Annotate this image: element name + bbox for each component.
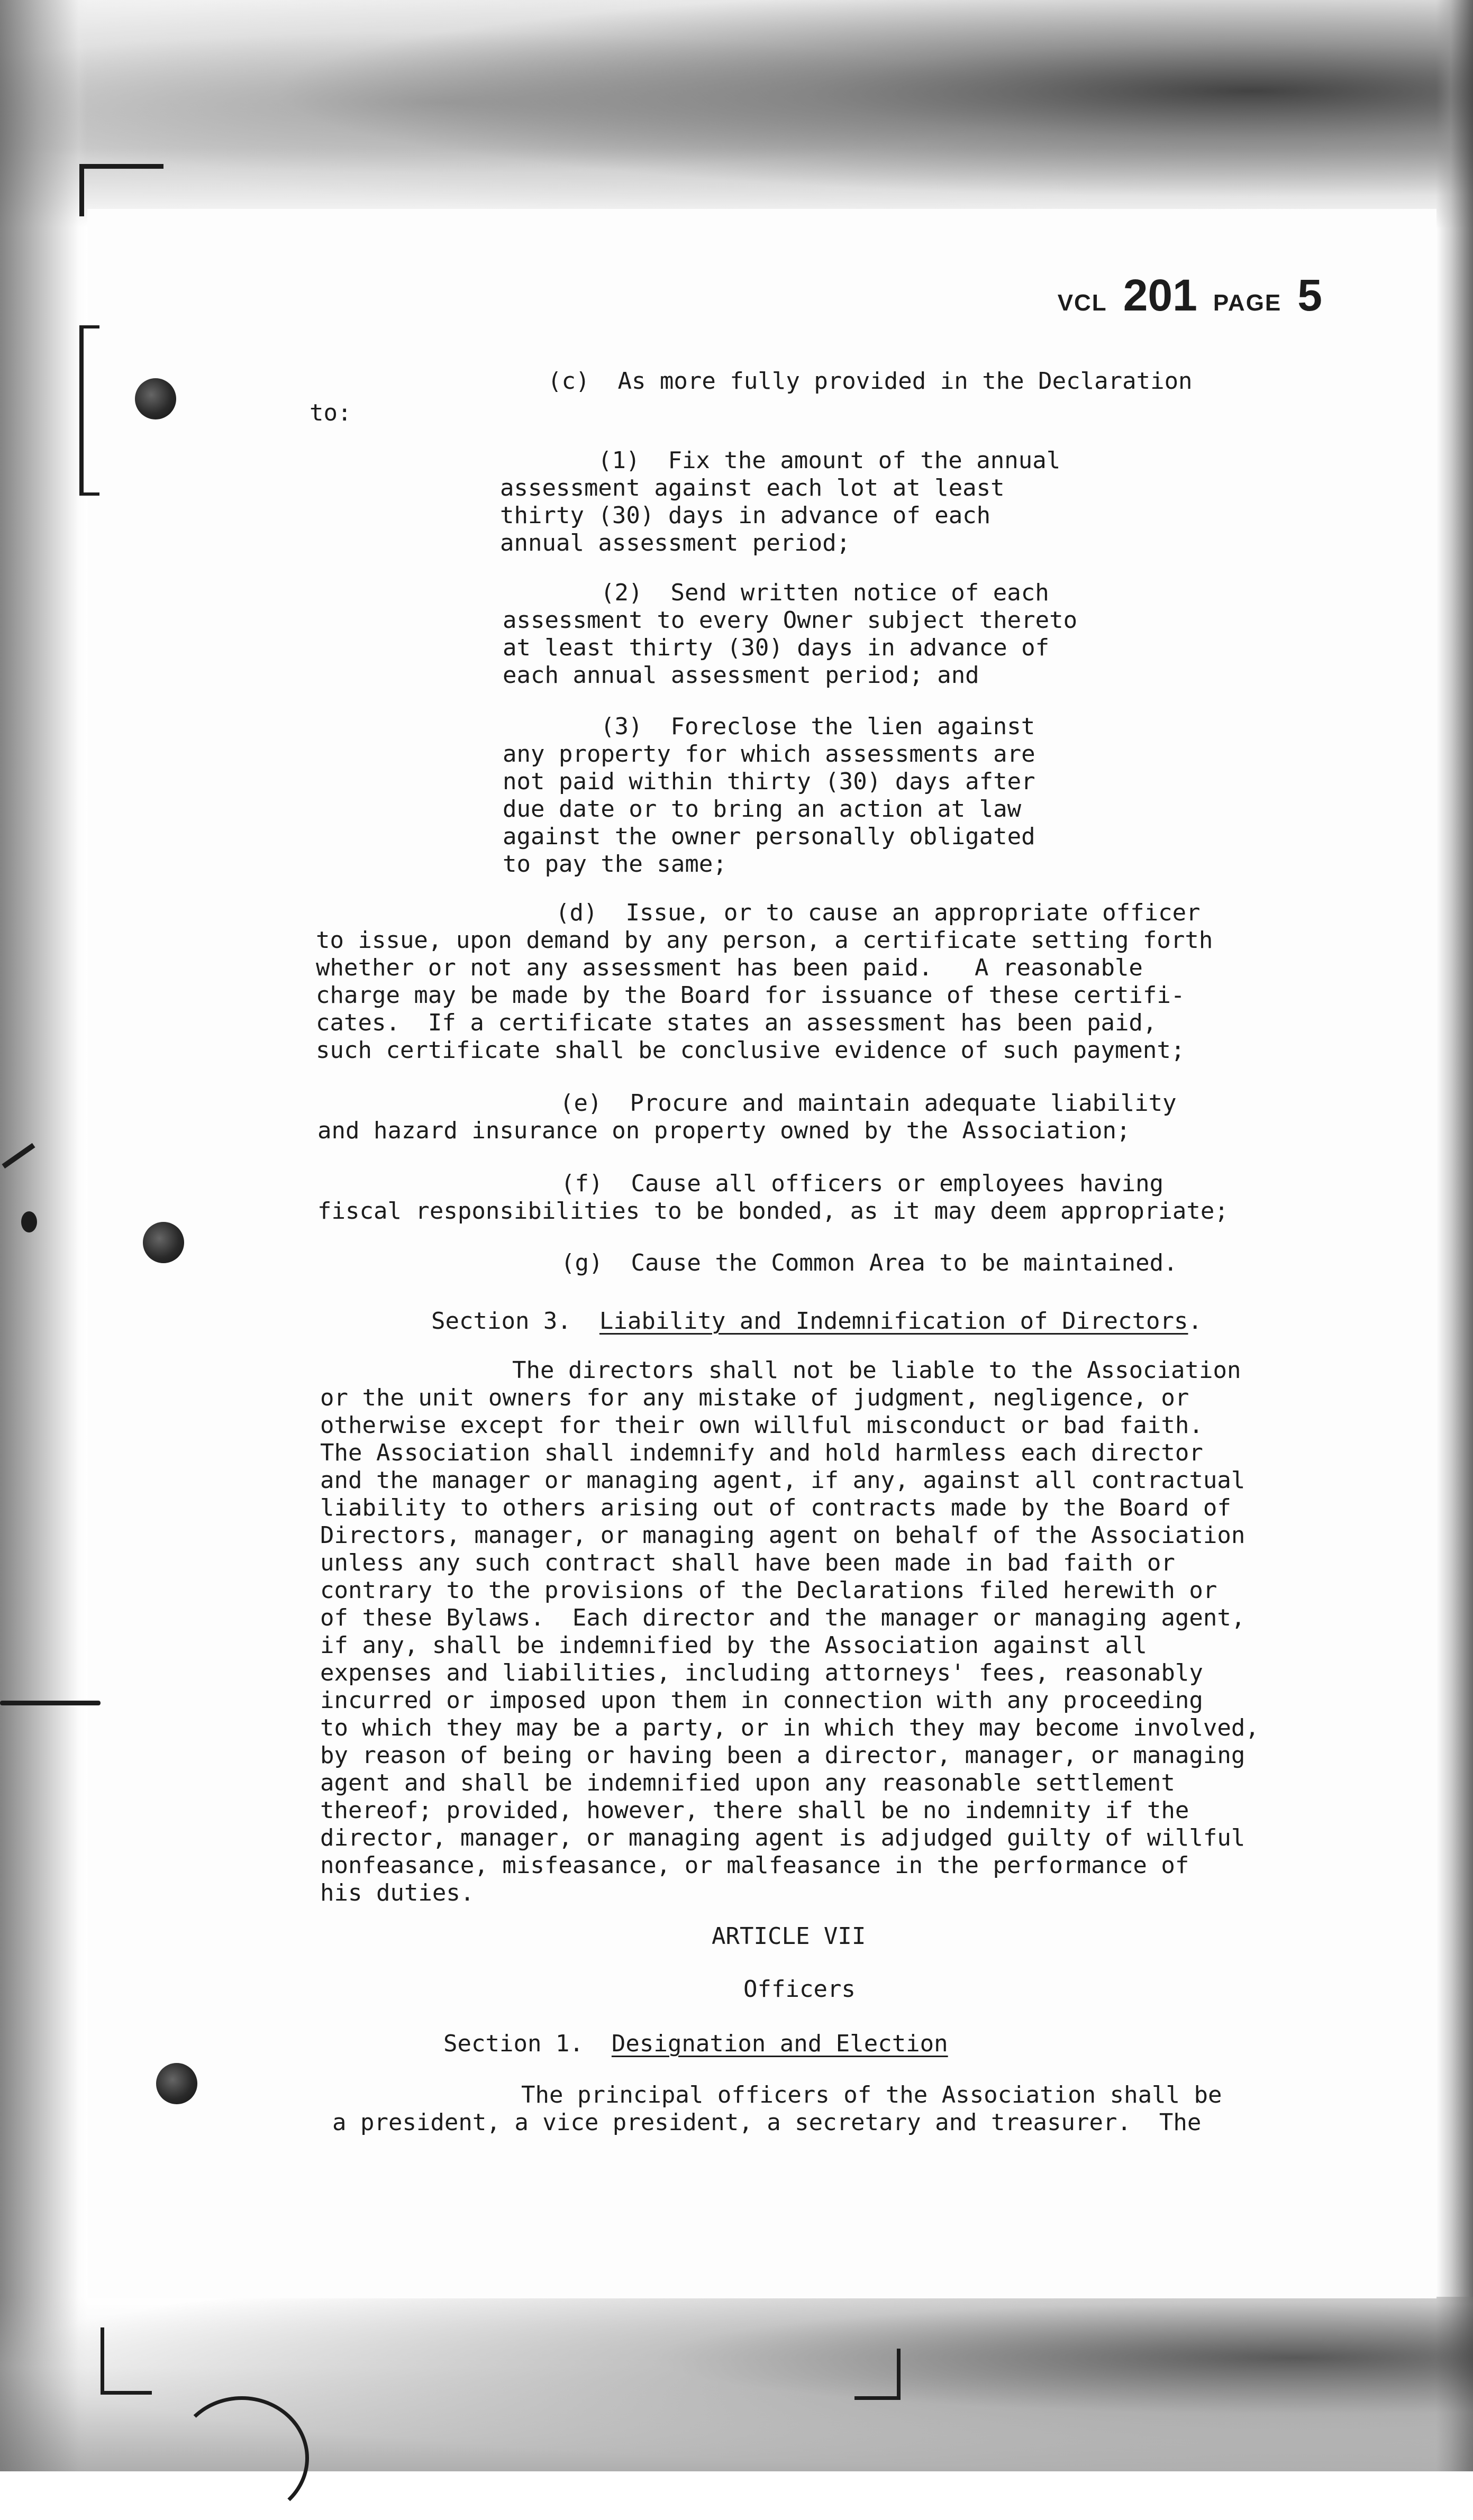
- item-c2-line: (2) Send written notice of each: [601, 579, 1049, 606]
- scan-noise-top: [0, 0, 1473, 227]
- section-3-body-line: of these Bylaws. Each director and the manager or managing agent,: [320, 1604, 1245, 1631]
- page-label: PAGE: [1213, 290, 1282, 316]
- item-c2-line: each annual assessment period; and: [503, 662, 979, 689]
- section-1-body-line: The principal officers of the Association shall be: [521, 2081, 1222, 2108]
- section-3-body-line: contrary to the provisions of the Declarations filed herewith or: [320, 1577, 1217, 1604]
- item-c3-line: due date or to bring an action at law: [503, 796, 1022, 823]
- section-3-body-line: unless any such contract shall have been made in bad faith or: [320, 1549, 1175, 1576]
- punch-hole-top: [135, 378, 176, 419]
- section-3-body-line: liability to others arising out of contracts made by the Board of: [320, 1494, 1231, 1521]
- scan-artifact-arc: [175, 2396, 309, 2520]
- section-3-body-line: to which they may be a party, or in which they may become involved,: [320, 1714, 1259, 1741]
- item-d-line: charge may be made by the Board for issuance of these certifi-: [316, 982, 1185, 1009]
- article-subheading: Officers: [743, 1976, 856, 2003]
- item-c3-line: against the owner personally obligated: [503, 823, 1035, 850]
- crop-mark-bottom-left: [101, 2327, 152, 2395]
- item-c3-line: not paid within thirty (30) days after: [503, 768, 1035, 795]
- item-d-line: such certificate shall be conclusive evidence of such payment;: [316, 1037, 1185, 1064]
- item-f-line: (f) Cause all officers or employees having: [561, 1170, 1164, 1197]
- section-3-body-line: nonfeasance, misfeasance, or malfeasance in the performance of: [320, 1852, 1189, 1879]
- item-c1-line: thirty (30) days in advance of each: [500, 502, 991, 529]
- item-c1-line: annual assessment period;: [500, 529, 851, 556]
- scan-artifact-blot: [21, 1211, 37, 1232]
- punch-hole-bottom: [156, 2063, 197, 2104]
- section-3-body-line: Directors, manager, or managing agent on behalf of the Association: [320, 1522, 1245, 1549]
- item-c-continuation: to:: [310, 399, 352, 426]
- section-3-body-line: agent and shall be indemnified upon any reasonable settlement: [320, 1769, 1175, 1796]
- item-f-line: fiscal responsibilities to be bonded, as it may deem appropriate;: [317, 1198, 1229, 1225]
- binding-bracket-left: [79, 325, 99, 496]
- section-1-title: Designation and Election: [611, 2030, 948, 2057]
- section-3-body-line: or the unit owners for any mistake of judgment, negligence, or: [320, 1384, 1189, 1411]
- item-e-line: (e) Procure and maintain adequate liability: [560, 1090, 1177, 1117]
- section-3-body-line: otherwise except for their own willful misconduct or bad faith.: [320, 1412, 1203, 1439]
- item-d-line: (d) Issue, or to cause an appropriate officer: [556, 899, 1201, 926]
- volume-page-stamp: [1058, 270, 1322, 323]
- item-e-line: and hazard insurance on property owned by the Association;: [317, 1117, 1131, 1144]
- section-3-label: Section 3.: [431, 1308, 571, 1335]
- section-1-body-line: a president, a vice president, a secretary and treasurer. The: [332, 2109, 1202, 2136]
- scan-noise-right: [1436, 0, 1473, 2471]
- item-d-line: whether or not any assessment has been paid. A reasonable: [316, 954, 1143, 981]
- item-g: (g) Cause the Common Area to be maintained.: [561, 1249, 1178, 1276]
- scan-noise-left: [0, 0, 87, 2471]
- section-3-title-period: .: [1188, 1308, 1202, 1335]
- section-1-label: Section 1.: [443, 2030, 584, 2057]
- crop-mark-bottom-middle: [854, 2349, 901, 2400]
- page-number: 5: [1297, 270, 1322, 320]
- section-3-body-line: by reason of being or having been a director, manager, or managing: [320, 1742, 1245, 1769]
- section-3-heading: [431, 1308, 1202, 1335]
- item-d-line: cates. If a certificate states an assessment has been paid,: [316, 1009, 1157, 1036]
- section-3-body-line: thereof; provided, however, there shall be no indemnity if the: [320, 1797, 1189, 1824]
- item-c: (c) As more fully provided in the Declaration: [548, 368, 1193, 395]
- section-3-body-line: The Association shall indemnify and hold harmless each director: [320, 1439, 1203, 1466]
- section-3-body-line: director, manager, or managing agent is adjudged guilty of willful: [320, 1824, 1245, 1851]
- item-c2-line: assessment to every Owner subject thereto: [503, 607, 1078, 634]
- volume-label: VCL: [1057, 290, 1107, 316]
- item-c3-line: to pay the same;: [503, 851, 727, 878]
- item-d-line: to issue, upon demand by any person, a certificate setting forth: [316, 927, 1213, 954]
- item-c3-line: (3) Foreclose the lien against: [601, 713, 1035, 740]
- item-c1-line: (1) Fix the amount of the annual: [598, 447, 1061, 474]
- item-c3-line: any property for which assessments are: [503, 741, 1035, 768]
- section-3-body-line: incurred or imposed upon them in connection with any proceeding: [320, 1687, 1203, 1714]
- scan-artifact-line: [0, 1701, 101, 1705]
- punch-hole-middle: [143, 1222, 184, 1263]
- section-3-body-line: and the manager or managing agent, if any, against all contractual: [320, 1467, 1245, 1494]
- section-3-body-line: expenses and liabilities, including attorneys' fees, reasonably: [320, 1659, 1203, 1686]
- section-3-body-line: if any, shall be indemnified by the Association against all: [320, 1632, 1147, 1659]
- item-c2-line: at least thirty (30) days in advance of: [503, 634, 1050, 661]
- crop-mark-top-left: [79, 164, 163, 216]
- item-c1-line: assessment against each lot at least: [500, 474, 1005, 501]
- section-1-heading: [443, 2030, 948, 2058]
- section-3-body-line: The directors shall not be liable to the Association: [512, 1357, 1241, 1384]
- section-3-body-line: his duties.: [320, 1879, 475, 1906]
- section-3-title: Liability and Indemnification of Directors: [599, 1308, 1188, 1335]
- article-heading: ARTICLE VII: [712, 1923, 866, 1950]
- volume-number: 201: [1123, 270, 1197, 320]
